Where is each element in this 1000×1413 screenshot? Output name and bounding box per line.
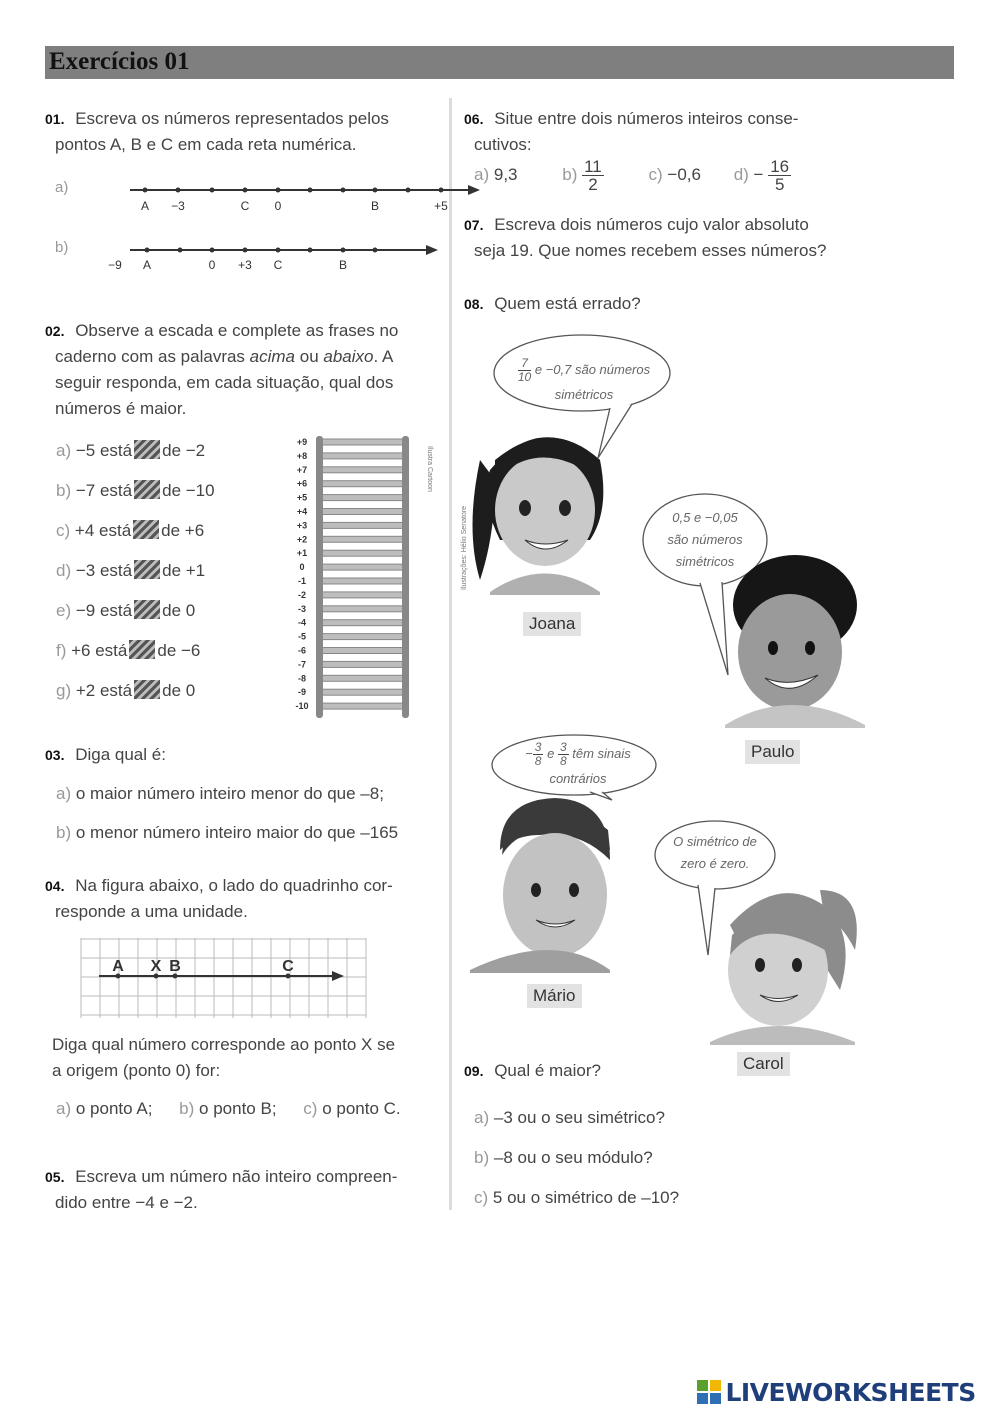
ladder-rung	[318, 620, 408, 626]
ladder-rung	[318, 661, 408, 667]
ladder-rung	[318, 550, 408, 556]
question-01	[45, 106, 435, 158]
ladder-label: -6	[297, 645, 307, 656]
ladder-rung	[318, 606, 408, 612]
ladder-label: +7	[296, 464, 308, 475]
paulo-speech: 0,5 e −0,05 são números simétricos	[667, 510, 743, 569]
ladder-rung	[318, 689, 408, 695]
question-text: Escreva dois números cujo valor absoluto	[494, 215, 809, 234]
ladder-label: +3	[296, 520, 308, 531]
question-text: Situe entre dois números inteiros conse-	[494, 109, 799, 128]
answer-blank[interactable]	[134, 680, 160, 699]
list-item: b) –8 ou o seu módulo?	[474, 1148, 653, 1167]
question-text: pontos A, B e C em cada reta numérica.	[55, 135, 357, 154]
ladder-rung	[318, 564, 408, 570]
ladder-label: -2	[297, 589, 307, 600]
liveworksheets-logo	[697, 1378, 976, 1408]
question-text: seja 19. Que nomes recebem esses números?	[474, 241, 827, 260]
point-label: C	[282, 958, 294, 975]
ladder-rung	[318, 703, 408, 709]
ladder-illustration	[284, 436, 434, 721]
tick-label: +5	[434, 199, 448, 213]
ladder-rung	[318, 578, 408, 584]
ladder-rung	[318, 592, 408, 598]
ladder-rung	[318, 509, 408, 515]
item-letter: b)	[55, 239, 69, 256]
logo-text: LIVEWORKSHEETS	[725, 1378, 976, 1407]
question-text: números é maior.	[55, 399, 187, 418]
carol-figure	[710, 890, 857, 1045]
q04-prompt	[52, 1032, 442, 1084]
ladder-label: -9	[297, 687, 307, 698]
ladder-label: -4	[297, 617, 307, 628]
list-item: a) −5 está de −2	[56, 441, 206, 460]
column-divider	[449, 98, 452, 1210]
question-number: 06.	[464, 111, 484, 127]
list-item: b) −7 está de −10	[56, 481, 215, 500]
question-text: Qual é maior?	[494, 1061, 601, 1080]
list-item: c) 5 ou o simétrico de –10?	[474, 1188, 680, 1207]
question-text: caderno com as palavras acima ou abaixo. A	[55, 347, 394, 366]
item-letter: a)	[55, 179, 69, 196]
list-item: g) +2 está de 0	[56, 681, 196, 700]
illustration-credit: Ilustrações: Hélio Senatore	[461, 505, 468, 590]
ladder-rung	[318, 634, 408, 640]
name-tag-mario: Mário	[527, 984, 582, 1008]
question-09	[464, 1058, 764, 1084]
question-text: Observe a escada e complete as frases no	[75, 321, 399, 340]
illustration-credit: Ilustra Cartoon	[426, 446, 433, 492]
list-item: a) o maior número inteiro menor do que –8;	[56, 784, 384, 803]
question-04	[45, 873, 435, 925]
logo-icon	[697, 1380, 721, 1404]
ladder-label: +9	[296, 437, 308, 447]
question-text: Diga qual é:	[75, 745, 166, 764]
name-tag-paulo: Paulo	[745, 740, 800, 764]
question-number: 03.	[45, 747, 65, 763]
ladder-label: +5	[296, 492, 308, 503]
q02-items	[56, 440, 276, 720]
list-item: f) +6 está de −6	[56, 641, 201, 660]
question-text: dido entre −4 e −2.	[55, 1193, 198, 1212]
ladder-rung	[318, 522, 408, 528]
question-08	[464, 291, 854, 317]
mario-speech: − $\frac{3}{8}$ e $\frac{3}{8}$ têm sinais contrários	[525, 740, 631, 786]
question-text: Escreva os números representados pelos	[75, 109, 389, 128]
list-item: e) −9 está de 0	[56, 601, 196, 620]
joana-speech: $\frac{7}{10}$ e −0,7 são números simétricos	[517, 356, 651, 402]
characters-illustration	[460, 330, 880, 1090]
ladder-rung	[318, 648, 408, 654]
list-item: d) −3 está de +1	[56, 561, 206, 580]
question-number: 08.	[464, 296, 484, 312]
ladder-rung	[318, 453, 408, 459]
question-06	[464, 106, 844, 158]
list-item: a) –3 ou o seu simétrico?	[474, 1108, 665, 1127]
ladder-label: +4	[296, 506, 308, 517]
title-bar	[45, 46, 954, 79]
tick-label: C	[240, 199, 250, 213]
point-label: B	[169, 958, 181, 975]
question-number: 09.	[464, 1063, 484, 1079]
ladder-label: -5	[297, 631, 307, 642]
point-label: X	[150, 958, 162, 975]
ladder-rung	[318, 481, 408, 487]
answer-blank[interactable]	[129, 640, 155, 659]
question-text: Quem está errado?	[494, 294, 641, 313]
page-title: Exercícios 01	[49, 48, 190, 75]
number-lines	[50, 170, 448, 280]
carol-speech: O simétrico de zero é zero.	[673, 834, 757, 871]
joana-figure	[473, 437, 604, 595]
question-text: Escreva um número não inteiro compreen-	[75, 1167, 398, 1186]
question-text: Diga qual número corresponde ao ponto X se	[52, 1035, 396, 1054]
question-number: 04.	[45, 878, 65, 894]
q04-options	[56, 1099, 401, 1119]
list-item: b) o menor número inteiro maior do que –165	[56, 823, 399, 842]
tick-label: A	[142, 258, 152, 272]
tick-label: −9	[108, 258, 122, 272]
question-text: cutivos:	[474, 135, 532, 154]
list-item: c) −0,6	[648, 164, 701, 184]
list-item: a) 9,3	[474, 164, 518, 184]
ladder-rung	[318, 495, 408, 501]
tick-label: B	[338, 258, 348, 272]
ladder-rung	[318, 536, 408, 542]
name-tag-joana: Joana	[523, 612, 581, 636]
answer-blank[interactable]	[133, 520, 159, 539]
answer-blank[interactable]	[134, 560, 160, 579]
ladder-rung	[318, 467, 408, 473]
question-number: 05.	[45, 1169, 65, 1185]
ladder-label: -10	[295, 701, 309, 712]
tick-label: 0	[274, 199, 282, 213]
list-item: c) +4 está de +6	[56, 521, 205, 540]
tick-label: C	[273, 258, 283, 272]
tick-label: −3	[171, 199, 185, 213]
question-03	[45, 742, 435, 768]
ladder-label: +2	[296, 534, 308, 545]
ladder-label: -3	[297, 603, 307, 614]
mario-figure	[470, 798, 610, 973]
ladder-label: 0	[299, 562, 305, 573]
ladder-label: -8	[297, 673, 307, 684]
ladder-rung	[318, 439, 408, 445]
question-number: 02.	[45, 323, 65, 339]
list-item: b) o ponto B;	[179, 1099, 277, 1118]
list-item: b) $\frac{11}{2}$	[562, 157, 602, 194]
point-label: A	[112, 958, 124, 975]
answer-blank[interactable]	[134, 480, 160, 499]
question-text: responde a uma unidade.	[55, 902, 248, 921]
grid-figure	[80, 938, 382, 1020]
tick-label: B	[370, 199, 380, 213]
ladder-label: +6	[296, 478, 308, 489]
q06-options	[474, 158, 854, 193]
ladder-label: +1	[296, 548, 308, 559]
name-tag-carol: Carol	[737, 1052, 790, 1076]
question-text: seguir responda, em cada situação, qual dos	[55, 373, 394, 392]
question-number: 01.	[45, 111, 65, 127]
question-text: a origem (ponto 0) for:	[52, 1061, 221, 1080]
list-item: c) o ponto C.	[303, 1099, 401, 1118]
question-05	[45, 1164, 435, 1216]
paulo-figure	[725, 555, 865, 728]
list-item: d) − $\frac{16}{5}$	[733, 157, 790, 194]
tick-label: A	[140, 199, 150, 213]
list-item: a) o ponto A;	[56, 1099, 153, 1118]
question-text: Na figura abaixo, o lado do quadrinho cor-	[75, 876, 393, 895]
ladder-label: -7	[297, 659, 307, 670]
ladder-label: -1	[297, 576, 307, 586]
question-number: 07.	[464, 217, 484, 233]
tick-label: +3	[238, 258, 252, 272]
answer-blank[interactable]	[134, 600, 160, 619]
question-07	[464, 212, 854, 264]
ladder-rung	[318, 675, 408, 681]
ladder-label: +8	[296, 450, 308, 461]
question-02	[45, 318, 435, 422]
answer-blank[interactable]	[134, 440, 160, 459]
tick-label: 0	[208, 258, 216, 272]
